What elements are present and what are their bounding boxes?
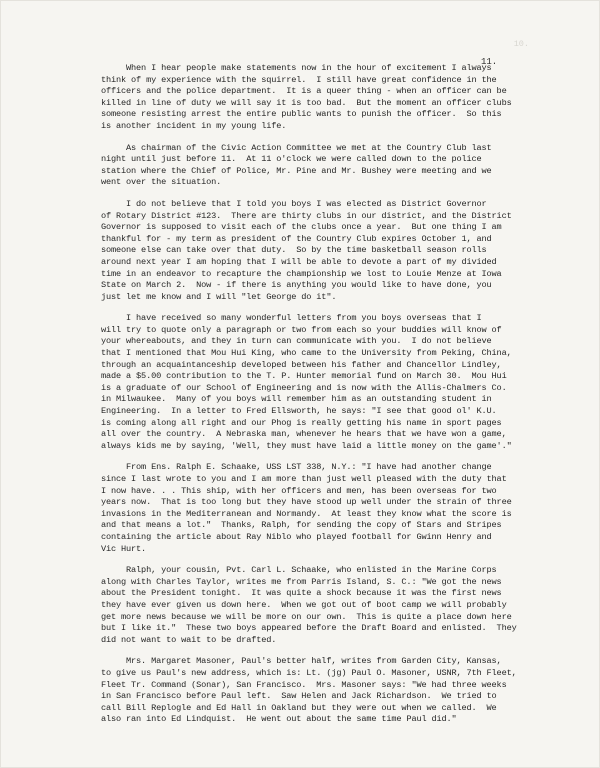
text-line: Ralph, your cousin, Pvt. Carl L. Schaake, who enlisted in the Marine Corps (101, 565, 497, 576)
text-line: night until just before 11. At 11 o'clock we were called down to the police (101, 154, 482, 165)
text-line: all over the country. A Nebraska man, whenever he hears that we have won a game, (101, 429, 507, 440)
paragraph (101, 199, 529, 303)
text-line: made a $5.00 contribution to the T. P. Hunter memorial fund on March 30. Mou Hui (101, 371, 507, 382)
text-line: someone else can take over that duty. So by the time basketball season rolls (101, 245, 487, 256)
text-line: I have received so many wonderful letters from you boys overseas that I (101, 313, 482, 324)
paragraph (101, 462, 529, 555)
text-line: invasions in the Mediterranean and Normandy. At least they know what the score is (101, 508, 512, 519)
text-line: I now have. . . This ship, with her officers and men, has been overseas for two (101, 485, 497, 496)
text-line: is another incident in my young life. (101, 120, 287, 131)
text-line: call Bill Replogle and Ed Hall in Oakland but they were out when we called. We (101, 702, 497, 713)
letter-body (101, 63, 529, 736)
page-number: 11. (481, 57, 498, 67)
text-line: State on March 2. Now - if there is anything you would like to have done, you (101, 280, 492, 291)
text-line: think of my experience with the squirrel. I still have great confidence in the (101, 74, 497, 85)
text-line: about the President tonight. It was quite a shock because it was the first news (101, 588, 502, 599)
text-line: Vic Hurt. (101, 543, 147, 554)
text-line: through an acquaintanceship developed between his father and Chancellor Lindley, (101, 359, 502, 370)
text-line: containing the article about Ray Niblo who played football for Gwinn Henry and (101, 531, 492, 542)
text-line: someone resisting arrest the entire public wants to punish the officer. So this (101, 109, 502, 120)
text-line: years now. That is too long but they have stood up well under the strain of three (101, 497, 512, 508)
text-line: to give us Paul's new address, which is: Lt. (jg) Paul O. Masoner, USNR, 7th Fleet, (101, 667, 517, 678)
paragraph (101, 565, 529, 646)
text-line: will try to quote only a paragraph or two from each so your buddies will know of (101, 324, 502, 335)
bleed-through-page-number: 10. (513, 39, 529, 49)
text-line: Mrs. Margaret Masoner, Paul's better half, writes from Garden City, Kansas, (101, 656, 502, 667)
text-line: since I last wrote to you and I am more than just well pleased with the duty that (101, 474, 507, 484)
text-line: and that means a lot." Thanks, Ralph, for sending the copy of Stars and Stripes (101, 520, 502, 531)
text-line: your whereabouts, and they in turn can communicate with you. I do not believe (101, 336, 492, 347)
text-line: along with Charles Taylor, writes me from Parris Island, S. C.: "We got the news (101, 576, 502, 587)
text-line: always kids me by saying, 'Well, they must have laid a little money on the game'." (101, 440, 512, 451)
paragraph (101, 313, 529, 452)
paragraph (101, 143, 529, 189)
text-line: just let me know and I will "let George do it". (101, 291, 337, 302)
text-line: Governor is supposed to visit each of the clubs once a year. But one thing I am (101, 222, 502, 233)
text-line: is a graduate of our School of Engineering and is now with the Allis-Chalmers Co. (101, 382, 507, 393)
text-line: thankful for - my term as president of the Country Club expires October 1, and (101, 233, 492, 244)
paragraph (101, 63, 529, 133)
text-line: that I mentioned that Mou Hui King, who came to the University from Peking, China, (101, 348, 512, 359)
text-line: in San Francisco before Paul left. Saw Helen and Jack Richardson. We tried to (101, 691, 497, 702)
text-line: of Rotary District #123. There are thirty clubs in our district, and the District (101, 210, 512, 221)
text-line: in Milwaukee. Many of you boys will remember him as an outstanding student in (101, 394, 492, 405)
text-line: As chairman of the Civic Action Committee we met at the Country Club last (101, 142, 492, 153)
text-line: also ran into Ed Lindquist. He went out about the same time Paul did." (101, 714, 457, 725)
text-line: When I hear people make statements now in the hour of excitement I always (101, 63, 492, 73)
text-line: is coming along all right and our Phog is really getting his name in sport pages (101, 417, 502, 428)
text-line: I do not believe that I told you boys I was elected as District Governor (101, 198, 487, 209)
text-line: went over the situation. (101, 177, 222, 188)
text-line: officers and the police department. It is a queer thing - when an officer can be (101, 86, 507, 97)
text-line: station where the Chief of Police, Mr. Pine and Mr. Bushey were meeting and we (101, 165, 492, 176)
text-line: they have ever given us down here. When we got out of boot camp we will probably (101, 599, 507, 610)
text-line: but I like it." These two boys appeared before the Draft Board and enlisted. They (101, 623, 517, 634)
text-line: around next year I am hoping that I will be able to devote a part of my divided (101, 256, 497, 267)
text-line: killed in line of duty we will say it is too bad. But the moment an officer clubs (101, 97, 512, 108)
text-line: Engineering. In a letter to Fred Ellsworth, he says: "I see that good ol' K.U. (101, 406, 497, 417)
text-line: From Ens. Ralph E. Schaake, USS LST 338, N.Y.: "I have had another change (101, 462, 492, 473)
text-line: get more news because we will be more on our own. This is quite a place down here (101, 611, 512, 622)
text-line: time in an endeavor to recapture the championship we lost to Louie Menze at Iowa (101, 268, 502, 279)
text-line: Fleet Tr. Command (Sonar), San Francisco. Mrs. Masoner says: "We had three weeks (101, 679, 507, 690)
text-line: did not want to wait to be drafted. (101, 634, 277, 645)
paragraph (101, 656, 529, 726)
